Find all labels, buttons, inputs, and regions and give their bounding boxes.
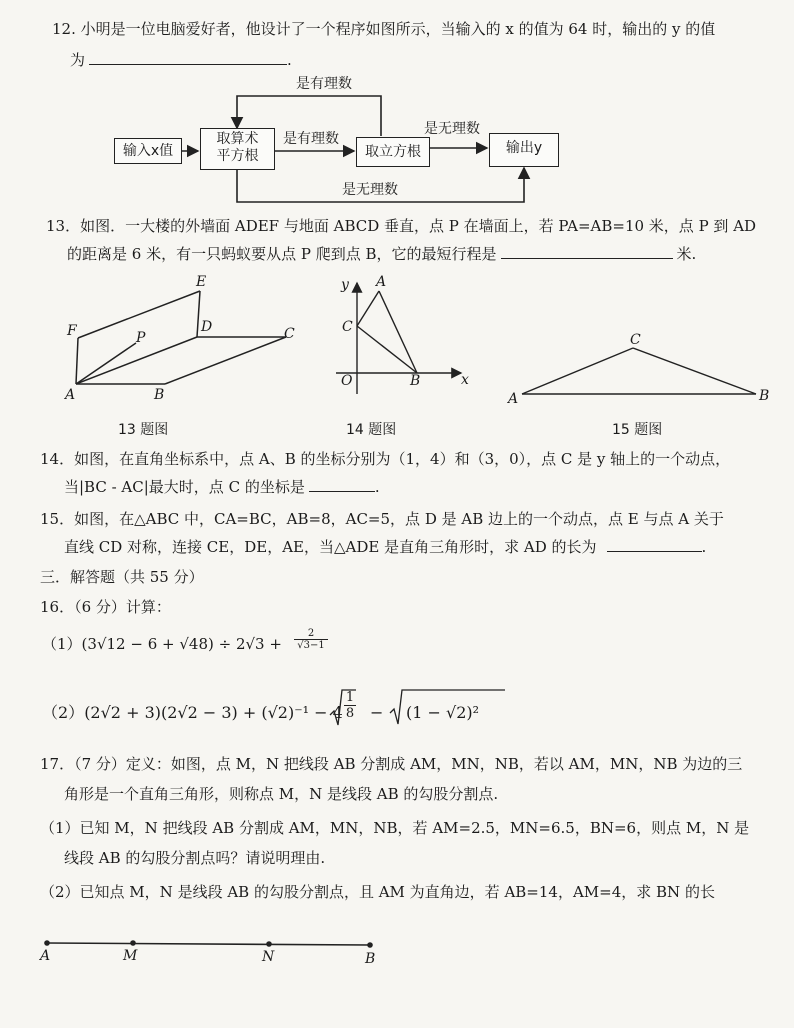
seg-label-A: A [40,948,51,964]
fig14-caption: 14 题图 [346,422,397,438]
fig15-label-A: A [508,391,519,407]
fig13-label-A: A [65,387,76,403]
fig14-label-x: x [461,372,469,388]
q12-line2: 为 . [70,51,292,69]
q16-title: 16．（6 分）计算： [40,598,171,616]
flow-output-box: 输出y [489,133,559,167]
q14-line1: 14．如图，在直角坐标系中，点 A、B 的坐标分别为（1，4）和（3，0），点 C 是 y 轴上的一个动点， [40,450,731,468]
fig14-label-B: B [410,373,421,389]
fig13-label-B: B [154,387,165,403]
fig13-label-C: C [284,326,295,342]
fig13-caption: 13 题图 [118,422,169,438]
q14-end: . [374,478,380,496]
q12-line1: 12. 小明是一位电脑爱好者，他设计了一个程序如图所示，当输入的 x 的值为 64 时，输出的 y 的值 [52,20,716,38]
q15-end: . [701,538,707,556]
section-3-heading: 三．解答题（共 55 分） [40,568,204,586]
fig13-label-F: F [67,323,77,339]
q17-p2-line1: （2）已知点 M，N 是线段 AB 的勾股分割点，且 AM 为直角边，若 AB=14，AM=4，求 BN 的长 [40,883,715,901]
seg-label-B: B [365,951,376,967]
flow-sqrt-line1: 取算术 [216,131,259,147]
fig13-label-E: E [196,274,207,290]
q12-line2-text: 为 [70,51,86,69]
fig14-label-C: C [342,319,353,335]
fig15-label-C: C [630,332,641,348]
seg-label-N: N [262,949,275,965]
fig13-label-D: D [201,319,213,335]
q16-p1-denominator: √3−1 [297,640,325,651]
q17-p1-line2: 线段 AB 的勾股分割点吗？请说明理由. [64,849,326,867]
q13-unit: 米. [676,245,697,263]
q16-p2-sqrt-numerator: 1 [345,690,355,705]
q17-line2: 角形是一个直角三角形，则称点 M，N 是线段 AB 的勾股分割点. [64,785,499,803]
flow-label-rational-mid: 是有理数 [283,131,339,147]
seg-label-M: M [123,948,138,964]
q17-p1-line1: （1）已知 M，N 把线段 AB 分割成 AM，MN，NB，若 AM=2.5，MN=6.5，BN=6，则点 M，N 是 [40,819,750,837]
q16-p2-sqrt-denominator: 8 [345,706,355,721]
q16-p1-expr: (3√12 − 6 + √48) ÷ 2√3 + [81,635,282,653]
fig14-label-A: A [376,274,387,290]
q16-p2-radicand: (1 − √2)² [406,703,480,722]
q13-line2-text: 的距离是 6 米，有一只蚂蚁要从点 P 爬到点 B，它的最短行程是 [67,245,497,263]
flow-cbrt-box: 取立方根 [356,137,430,167]
q15-line1: 15．如图，在△ABC 中，CA=BC，AB=8，AC=5，点 D 是 AB 边上的一个动点，点 E 与点 A 关于 [40,510,724,528]
q16-p1-label: （1） [42,635,82,653]
fig14-label-y: y [341,277,349,293]
flow-sqrt-line2: 平方根 [216,148,259,164]
flow-label-rational-top: 是有理数 [296,76,352,92]
fig15-label-B: B [759,388,770,404]
q16-p1-numerator: 2 [294,628,328,640]
fig13-label-P: P [136,330,146,346]
q15-line2-text: 直线 CD 对称，连接 CE，DE，AE，当△ADE 是直角三角形时，求 AD 的长为 [64,538,597,556]
q13-line1: 13．如图．一大楼的外墙面 ADEF 与地面 ABCD 垂直，点 P 在墙面上，若 PA=AB=10 米，点 P 到 AD [46,217,757,235]
q16-p2-minus: − [370,703,384,722]
fig15-caption: 15 题图 [612,422,663,438]
q14-line2-text: 当|BC - AC|最大时，点 C 的坐标是 [64,478,305,496]
flow-label-irrational-bottom: 是无理数 [342,182,398,198]
flow-label-irrational-right: 是无理数 [424,121,480,137]
fig14-label-O: O [341,373,353,389]
q16-p2-label: （2） [42,703,85,722]
flow-input-box: 输入x值 [114,138,182,164]
q16-p2-expr: (2√2 + 3)(2√2 − 3) + (√2)⁻¹ − 4 [84,703,343,722]
q17-line1: 17．（7 分）定义：如图，点 M，N 把线段 AB 分割成 AM，MN，NB，若以 AM，MN，NB 为边的三 [40,755,743,773]
